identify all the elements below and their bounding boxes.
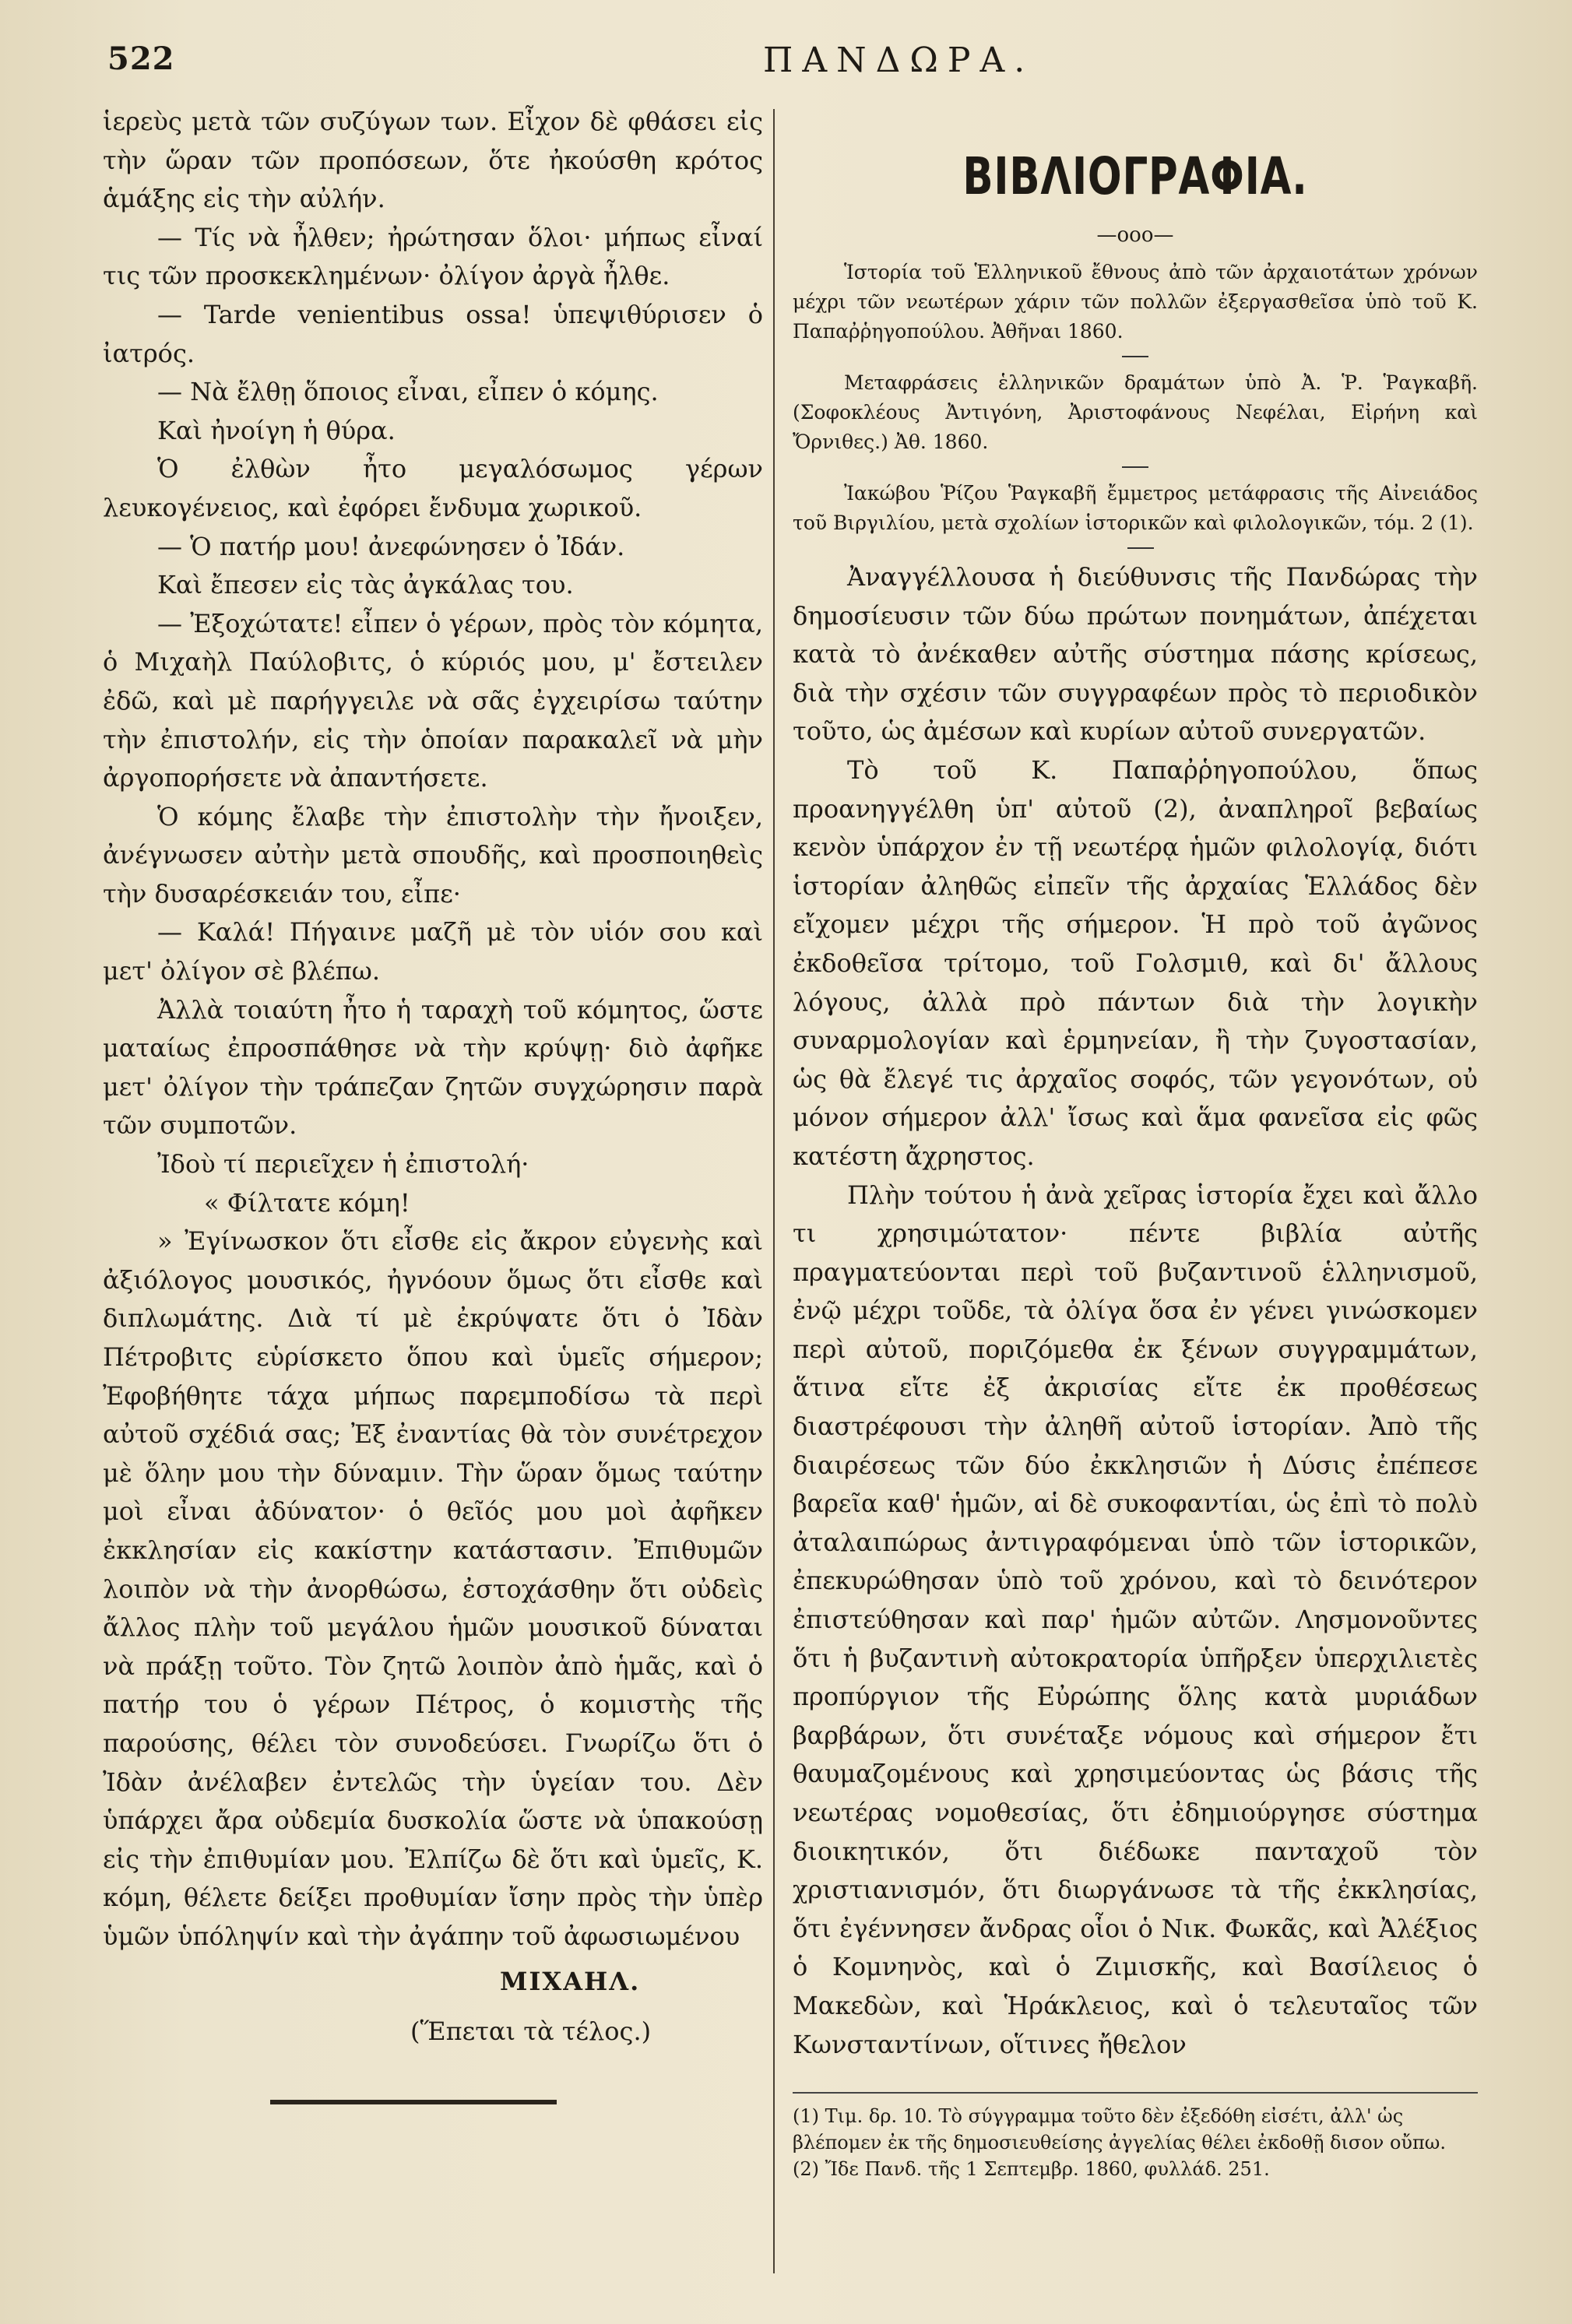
story-paragraph: — Νὰ ἔλθῃ ὅποιος εἶναι, εἶπεν ὁ κόμης. xyxy=(157,377,659,407)
story-paragraph: Ἰδοὺ τί περιεῖχεν ἡ ἐπιστολή· xyxy=(157,1149,529,1180)
review-paragraph: Πλὴν τούτου ἡ ἀνὰ χεῖρας ἱστορία ἔχει καὶ ἄλλο τι χρησιμώτατον· πέντε βιβλία αὐτῆς πραγματεύονται περὶ τοῦ βυζαντινοῦ ἑλληνισμοῦ, ἐνῷ μέχρι τοῦδε, τὰ ὀλίγα ὅσα ἐν γένει γινώσκομεν περὶ αὐτοῦ, ποριζόμεθα ἐκ ξένων συγγραμμάτων, ἅτινα εἴτε ἐξ ἀκρισίας εἴτε ἐκ προθέσεως διαστρέφουσι τὴν ἀληθῆ αὐτοῦ ἱστορίαν. Ἀπὸ τῆς διαιρέσεως τῶν δύο ἐκκλησιῶν ἡ Δύσις ἐπέπεσε βαρεῖα καθ' ἡμῶν, αἱ δὲ συκοφαντίαι, ὡς ἐπὶ τὸ πολὺ ἀταλαιπώρως ἀντιγραφόμεναι ὑπὸ τῶν ἱστορικῶν, ἐπεκυρώθησαν ὑπὸ τοῦ χρόνου, καὶ τὸ δεινότερον ἐπιστεύθησαν καὶ παρ' ἡμῶν αὐτῶν. Λησμονοῦντες ὅτι ἡ βυζαντινὴ αὐτοκρατορία ὑπῆρξεν ὑπερχιλιετὲς προπύργιον τῆς Εὐρώπης ὅλης κατὰ μυριάδων βαρβάρων, ὅτι συνέταξε νόμους καὶ σήμερον ἔτι θαυμαζομένους καὶ χρησιμεύοντας ὡς βάσις τῆς νεωτέρας νομοθεσίας, ὅτι ἐδημιούργησε σύστημα διοικητικόν, ὅτι διέδωκε πανταχοῦ τὸν χριστιανισμόν, ὅτι διωργάνωσε τὰ τῆς ἐκκλησίας, ὅτι ἐγέννησεν ἄνδρας οἷοι ὁ Νικ. Φωκᾶς, καὶ Ἀλέξιος ὁ Κομνηνὸς, καὶ ὁ Ζιμισκῆς, καὶ Βασίλειος ὁ Μακεδὼν, καὶ Ἡράκλειος, καὶ ὁ τελευταῖος τῶν Κωνσταντίνων, οἵτινες ἤθελον xyxy=(793,1180,1478,2059)
column-divider xyxy=(773,109,775,2273)
letter-salutation: « Φίλτατε κόμη! xyxy=(204,1187,410,1218)
story-paragraph: Καὶ ἔπεσεν εἰς τὰς ἀγκάλας του. xyxy=(157,570,574,600)
footnote: (2) Ἴδε Πανδ. τῆς 1 Σεπτεμβρ. 1860, φυλλάδ. 251. xyxy=(793,2158,1270,2181)
story-paragraph: — Τίς νὰ ἦλθεν; ἠρώτησαν ὅλοι· μήπως εἶναί τις τῶν προσκεκλημένων· ὀλίγον ἀργὰ ἦλθε. xyxy=(103,222,763,291)
bibliography-entry: Μεταφράσεις ἑλληνικῶν δραμάτων ὑπὸ Ἀ. Ῥ. Ῥαγκαβῆ. (Σοφοκλέους Ἀντιγόνη, Ἀριστοφάνους Νεφέλαι, Εἰρήνη καὶ Ὄρνιθες.) Ἀθ. 1860. xyxy=(793,371,1478,453)
journal-title: ΠΑΝΔΩΡΑ. xyxy=(763,40,1035,80)
letter-signature: ΜΙΧΑΗΛ. xyxy=(500,1966,641,1996)
story-paragraph: — Tarde venientibus ossa! ὑπεψιθύρισεν ὁ ἰατρός. xyxy=(103,299,763,368)
footnote-rule xyxy=(793,2092,1478,2094)
story-paragraph: Ὁ κόμης ἔλαβε τὴν ἐπιστολὴν τὴν ἤνοιξεν, ἀνέγνωσεν αὐτὴν μετὰ σπουδῆς, καὶ προσποιηθεὶς τὴν δυσαρέσκειάν του, εἶπε· xyxy=(103,801,763,909)
ornament: —ooo— xyxy=(1096,223,1174,247)
review-paragraph: Ἀναγγέλλουσα ἡ διεύθυνσις τῆς Πανδώρας τὴν δημοσίευσιν τῶν δύω πρώτων πονημάτων, ἀπέχεται κατὰ τὸ ἀνέκαθεν αὐτῆς σύστημα πάσης κρίσεως, διὰ τὴν σχέσιν τῶν συγγραφέων πρὸς τὸ περιοδικὸν τοῦτο, ὡς ἀμέσων καὶ κυρίων αὐτοῦ συνεργατῶν. xyxy=(793,562,1478,747)
continued-note: (Ἕπεται τὰ τέλος.) xyxy=(410,2016,652,2046)
bibliography-entry: Ἱστορία τοῦ Ἑλληνικοῦ ἔθνους ἀπὸ τῶν ἀρχαιοτάτων χρόνων μέχρι τῶν νεωτέρων χάριν τῶν πολλῶν ἐξεργασθεῖσα ὑπὸ τοῦ Κ. Παπαῤῥηγοπούλου. Ἀθῆναι 1860. xyxy=(793,261,1478,343)
bibliography-heading: ΒΙΒΛΙΟΓΡΑΦΙΑ. xyxy=(962,146,1308,206)
letter-body: » Ἐγίνωσκον ὅτι εἶσθε εἰς ἄκρον εὐγενὴς καὶ ἀξιόλογος μουσικός, ἠγνόουν ὅμως ὅτι εἶσθε καὶ διπλωμάτης. Διὰ τί μὲ ἐκρύψατε ὅτι ὁ Ἰδὰν Πέτροβιτς εὑρίσκετο ὅπου καὶ ὑμεῖς σήμερον; Ἐφοβήθητε τάχα μήπως παρεμποδίσω τὰ περὶ αὐτοῦ σχέδιά σας; Ἐξ ἐναντίας θὰ τὸν συνέτρεχον μὲ ὅλην μου τὴν δύναμιν. Τὴν ὥραν ὅμως ταύτην μοὶ εἶναι ἀδύνατον· ὁ θεῖός μου μοὶ ἀφῆκεν ἐκκλησίαν εἰς κακίστην κατάστασιν. Ἐπιθυμῶν λοιπὸν νὰ τὴν ἀνορθώσω, ἐστοχάσθην ὅτι οὐδεὶς ἄλλος πλὴν τοῦ μεγάλου ἡμῶν μουσικοῦ δύναται νὰ πράξῃ τοῦτο. Τὸν ζητῶ λοιπὸν ἀπὸ ἡμᾶς, καὶ ὁ πατήρ του ὁ γέρων Πέτρος, ὁ κομιστὴς τῆς παρούσης, θέλει τὸν συνοδεύσει. Γνωρίζω ὅτι ὁ Ἰδὰν ἀνέλαβεν ἐντελῶς τὴν ὑγείαν του. Δὲν ὑπάρχει ἄρα οὐδεμία δυσκολία ὥστε νὰ ὑπακούσῃ εἰς τὴν ἐπιθυμίαν μου. Ἐλπίζω δὲ ὅτι καὶ ὑμεῖς, Κ. κόμη, θέλετε δείξει προθυμίαν ἴσην πρὸς τὴν ὑπὲρ ὑμῶν ὑπόληψίν καὶ τὴν ἀγάπην τοῦ ἀφωσιωμένου xyxy=(103,1226,763,1951)
right-column xyxy=(793,103,1478,2182)
page-number: 522 xyxy=(107,40,175,77)
entry-separator xyxy=(1122,356,1148,357)
footnote: (1) Τιμ. δρ. 10. Τὸ σύγγραμμα τοῦτο δὲν ἐξεδόθη εἰσέτι, ἀλλ' ὡς βλέπομεν ἐκ τῆς δημοσιευθείσης ἀγγελίας θέλει ἐκδοθῇ δισον οὔπω. xyxy=(793,2105,1446,2154)
review-paragraph: Τὸ τοῦ Κ. Παπαῤῥηγοπούλου, ὅπως προανηγγέλθη ὑπ' αὐτοῦ (2), ἀναπληροῖ βεβαίως κενὸν ὑπάρχον ἐν τῇ νεωτέρᾳ ἡμῶν φιλολογίᾳ, διότι ἱστορίαν ἀληθῶς εἰπεῖν τῆς ἀρχαίας Ἑλλάδος δὲν εἴχομεν μέχρι τῆς σήμερον. Ἡ πρὸ τοῦ ἀγῶνος ἐκδοθεῖσα τρίτομο, τοῦ Γολσμιθ, καὶ δι' ἄλλους λόγους, ἀλλὰ πρὸ πάντων διὰ τὴν λογικὴν συναρμολογίαν καὶ ἑρμηνείαν, ἢ τὴν ζυγοστασίαν, ὡς θὰ ἔλεγέ τις ἀρχαῖος σοφός, τῶν γεγονότων, οὐ μόνον σήμερον ἀλλ' ἴσως καὶ ἅμα φανεῖσα εἰς φῶς κατέστη ἄχρηστος. xyxy=(793,754,1478,1171)
story-paragraph: — Ὁ πατήρ μου! ἀνεφώνησεν ὁ Ἰδάν. xyxy=(157,531,625,561)
story-paragraph: ἱερεὺς μετὰ τῶν συζύγων των. Εἶχον δὲ φθάσει εἰς τὴν ὥραν τῶν προπόσεων, ὅτε ἠκούσθη κρότος ἁμάξης εἰς τὴν αὐλήν. xyxy=(103,107,763,214)
story-paragraph: Ὁ ἐλθὼν ἦτο μεγαλόσωμος γέρων λευκογένειος, καὶ ἐφόρει ἔνδυμα χωρικοῦ. xyxy=(103,454,763,522)
story-paragraph: — Καλά! Πήγαινε μαζῆ μὲ τὸν υἱόν σου καὶ μετ' ὀλίγον σὲ βλέπω. xyxy=(103,917,763,986)
entry-separator xyxy=(1122,466,1148,468)
page-header xyxy=(101,39,1503,86)
section-end-rule xyxy=(270,2100,557,2104)
story-paragraph: Καὶ ἠνοίγη ἡ θύρα. xyxy=(157,415,396,445)
entry-separator xyxy=(1127,547,1154,549)
bibliography-entry: Ἰακώβου Ῥίζου Ῥαγκαβῆ ἔμμετρος μετάφρασις τῆς Αἰνειάδος τοῦ Βιργιλίου, μετὰ σχολίων ἱστορικῶν καὶ φιλολογικῶν, τόμ. 2 (1). xyxy=(793,482,1478,534)
story-paragraph: — Ἐξοχώτατε! εἶπεν ὁ γέρων, πρὸς τὸν κόμητα, ὁ Μιχαὴλ Παύλοβιτς, ὁ κύριός μου, μ' ἔστειλεν ἐδῶ, καὶ μὲ παρήγγειλε νὰ σᾶς ἐγχειρίσω ταύτην τὴν ἐπιστολήν, εἰς τὴν ὁποίαν παρακαλεῖ νὰ μὴν ἀργοπορήσετε νὰ ἀπαντήσετε. xyxy=(103,608,763,793)
story-paragraph: Ἀλλὰ τοιαύτη ἦτο ἡ ταραχὴ τοῦ κόμητος, ὥστε ματαίως ἐπροσπάθησε νὰ τὴν κρύψῃ· διὸ ἀφῆκε μετ' ὀλίγον τὴν τράπεζαν ζητῶν συγχώρησιν παρὰ τῶν συμποτῶν. xyxy=(103,994,763,1141)
left-column xyxy=(103,103,763,2104)
